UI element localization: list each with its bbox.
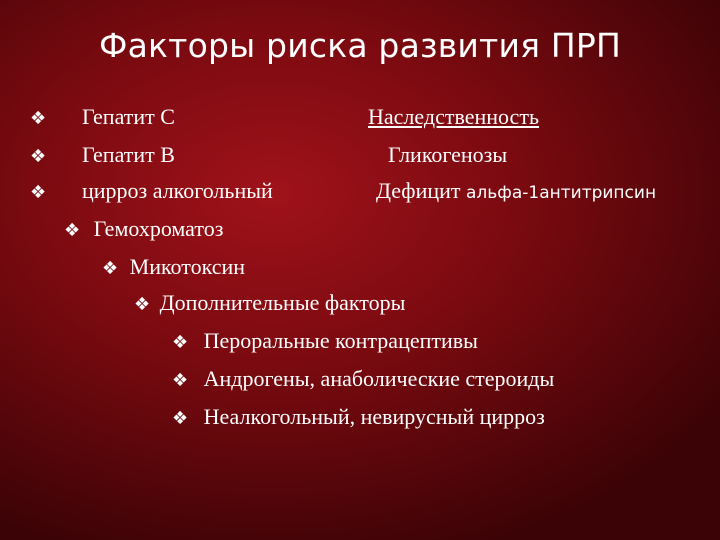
cascade-item-label: Андрогены, анаболические стероиды — [203, 366, 555, 391]
cascade-item-label: Гемохроматоз — [93, 216, 224, 241]
deficiency-suffix: альфа-1антитрипсин — [466, 183, 657, 203]
cascade-item-label: Неалкогольный, невирусный цирроз — [203, 404, 545, 429]
left-list-item — [30, 180, 46, 202]
left-list-item-label: Гепатит В — [82, 142, 175, 167]
heredity-heading: Наследственность — [368, 104, 539, 129]
left-list-item — [30, 144, 46, 166]
diamond-bullet-icon: ❖ — [64, 220, 81, 241]
cascade-item — [134, 292, 405, 314]
diamond-bullet-icon: ❖ — [172, 332, 189, 353]
diamond-bullet-icon: ❖ — [30, 108, 47, 129]
cascade-item — [172, 330, 478, 352]
diamond-bullet-icon: ❖ — [102, 258, 119, 279]
diamond-bullet-icon: ❖ — [30, 182, 47, 203]
alpha1-deficiency-item — [376, 180, 656, 202]
glycogenosis-item: Гликогенозы — [388, 142, 508, 167]
diamond-bullet-icon: ❖ — [30, 146, 47, 167]
cascade-item-label: Пероральные контрацептивы — [203, 328, 478, 353]
cascade-item — [64, 218, 223, 240]
cascade-item — [102, 256, 245, 278]
cascade-item — [172, 406, 545, 428]
cascade-item-label: Микотоксин — [129, 254, 246, 279]
left-list-item-label: цирроз алкогольный — [82, 178, 273, 203]
diamond-bullet-icon: ❖ — [172, 408, 189, 429]
cascade-item-label: Дополнительные факторы — [159, 290, 406, 315]
diamond-bullet-icon: ❖ — [172, 370, 189, 391]
left-list-item — [30, 106, 46, 128]
deficiency-prefix: Дефицит — [376, 178, 461, 203]
left-list-item-label: Гепатит С — [82, 104, 175, 129]
cascade-item — [172, 368, 554, 390]
diamond-bullet-icon: ❖ — [134, 294, 151, 315]
slide-title: Факторы риска развития ПРП — [98, 26, 621, 65]
